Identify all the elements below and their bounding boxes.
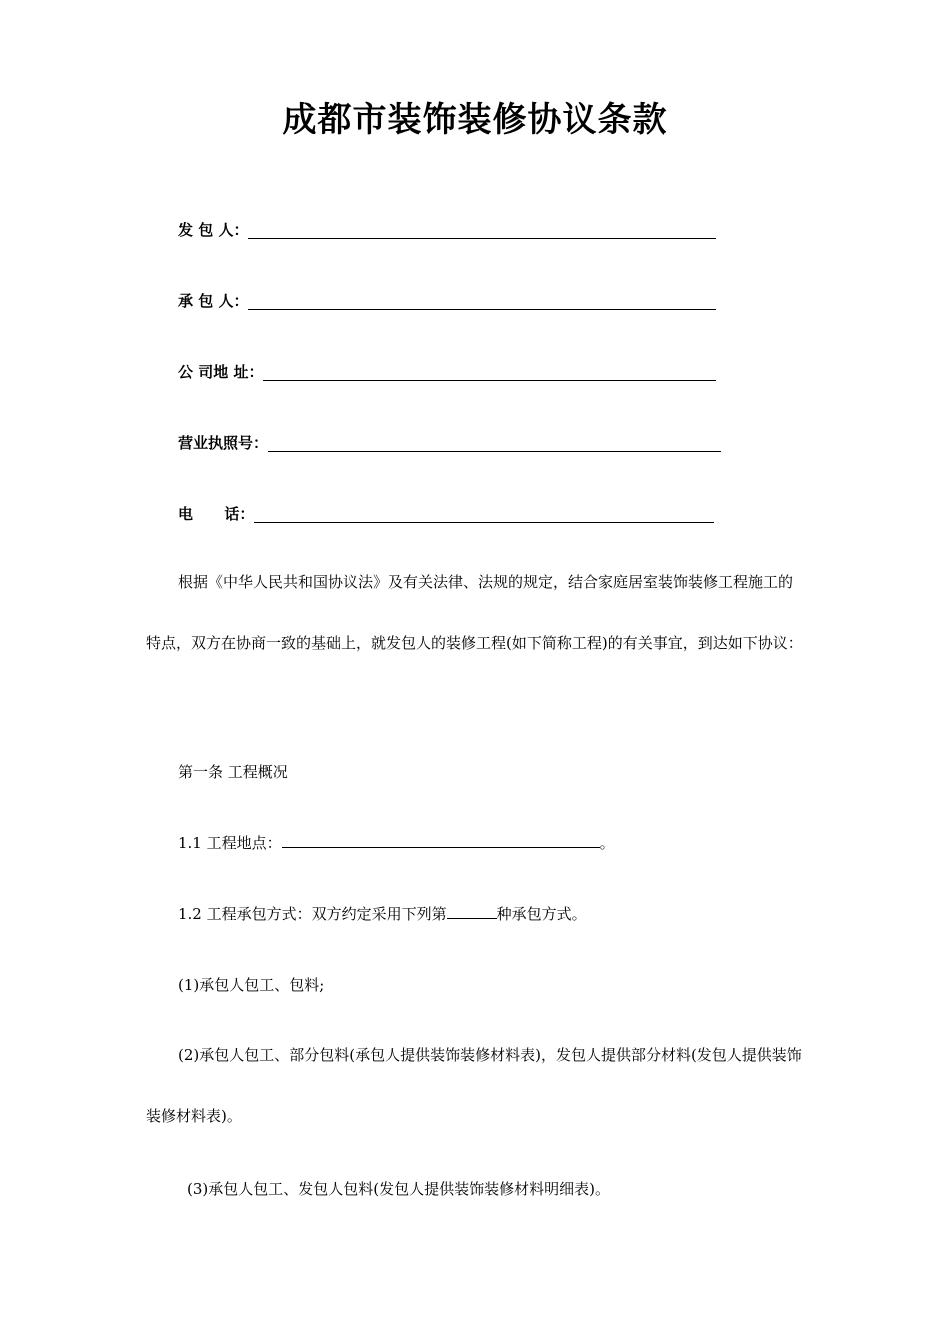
field-contractor-blank[interactable] [248, 293, 716, 310]
field-employer-label: 发 包 人： [178, 221, 249, 239]
item-1-2-suffix: 种承包方式。 [496, 905, 587, 923]
field-phone [178, 500, 714, 524]
document-title: 成都市装饰装修协议条款 [282, 100, 668, 140]
field-license-number-label: 营业执照号： [178, 434, 269, 452]
item-1-1-suffix: 。 [599, 834, 615, 852]
field-phone-blank[interactable] [254, 506, 714, 523]
field-employer [178, 216, 716, 240]
item-1-2-blank[interactable] [447, 904, 497, 919]
field-company-address [178, 358, 716, 382]
option-3: (3)承包人包工、发包人包料(发包人提供装饰装修材料明细表)。 [187, 1180, 610, 1198]
item-1-1-blank[interactable] [282, 833, 600, 848]
field-license-number-blank[interactable] [268, 435, 721, 452]
option-1: (1)承包人包工、包料; [178, 976, 325, 994]
option-2: (2)承包人包工、部分包料(承包人提供装饰装修材料表)，发包人提供部分材料(发包人提供装饰装修材料表)。 [146, 1046, 802, 1125]
field-contractor [178, 287, 716, 311]
article1-heading: 第一条 工程概况 [178, 763, 288, 781]
field-contractor-label: 承 包 人： [178, 292, 249, 310]
field-company-address-blank[interactable] [263, 364, 716, 381]
field-license-number [178, 429, 721, 453]
item-1-1-label: 1.1 工程地点： [178, 834, 282, 852]
item-1-2 [178, 903, 587, 925]
field-employer-blank[interactable] [248, 222, 716, 239]
preamble-paragraph: 根据《中华人民共和国协议法》及有关法律、法规的规定，结合家庭居室装饰装修工程施工的特点，双方在协商一致的基础上，就发包人的装修工程(如下简称工程)的有关事宜，到达如下协议： [146, 573, 803, 652]
item-1-1 [178, 832, 615, 854]
field-company-address-label: 公 司地 址： [178, 363, 264, 381]
item-1-2-label: 1.2 工程承包方式：双方约定采用下列第 [178, 905, 447, 923]
field-phone-label: 电 话： [178, 505, 255, 523]
